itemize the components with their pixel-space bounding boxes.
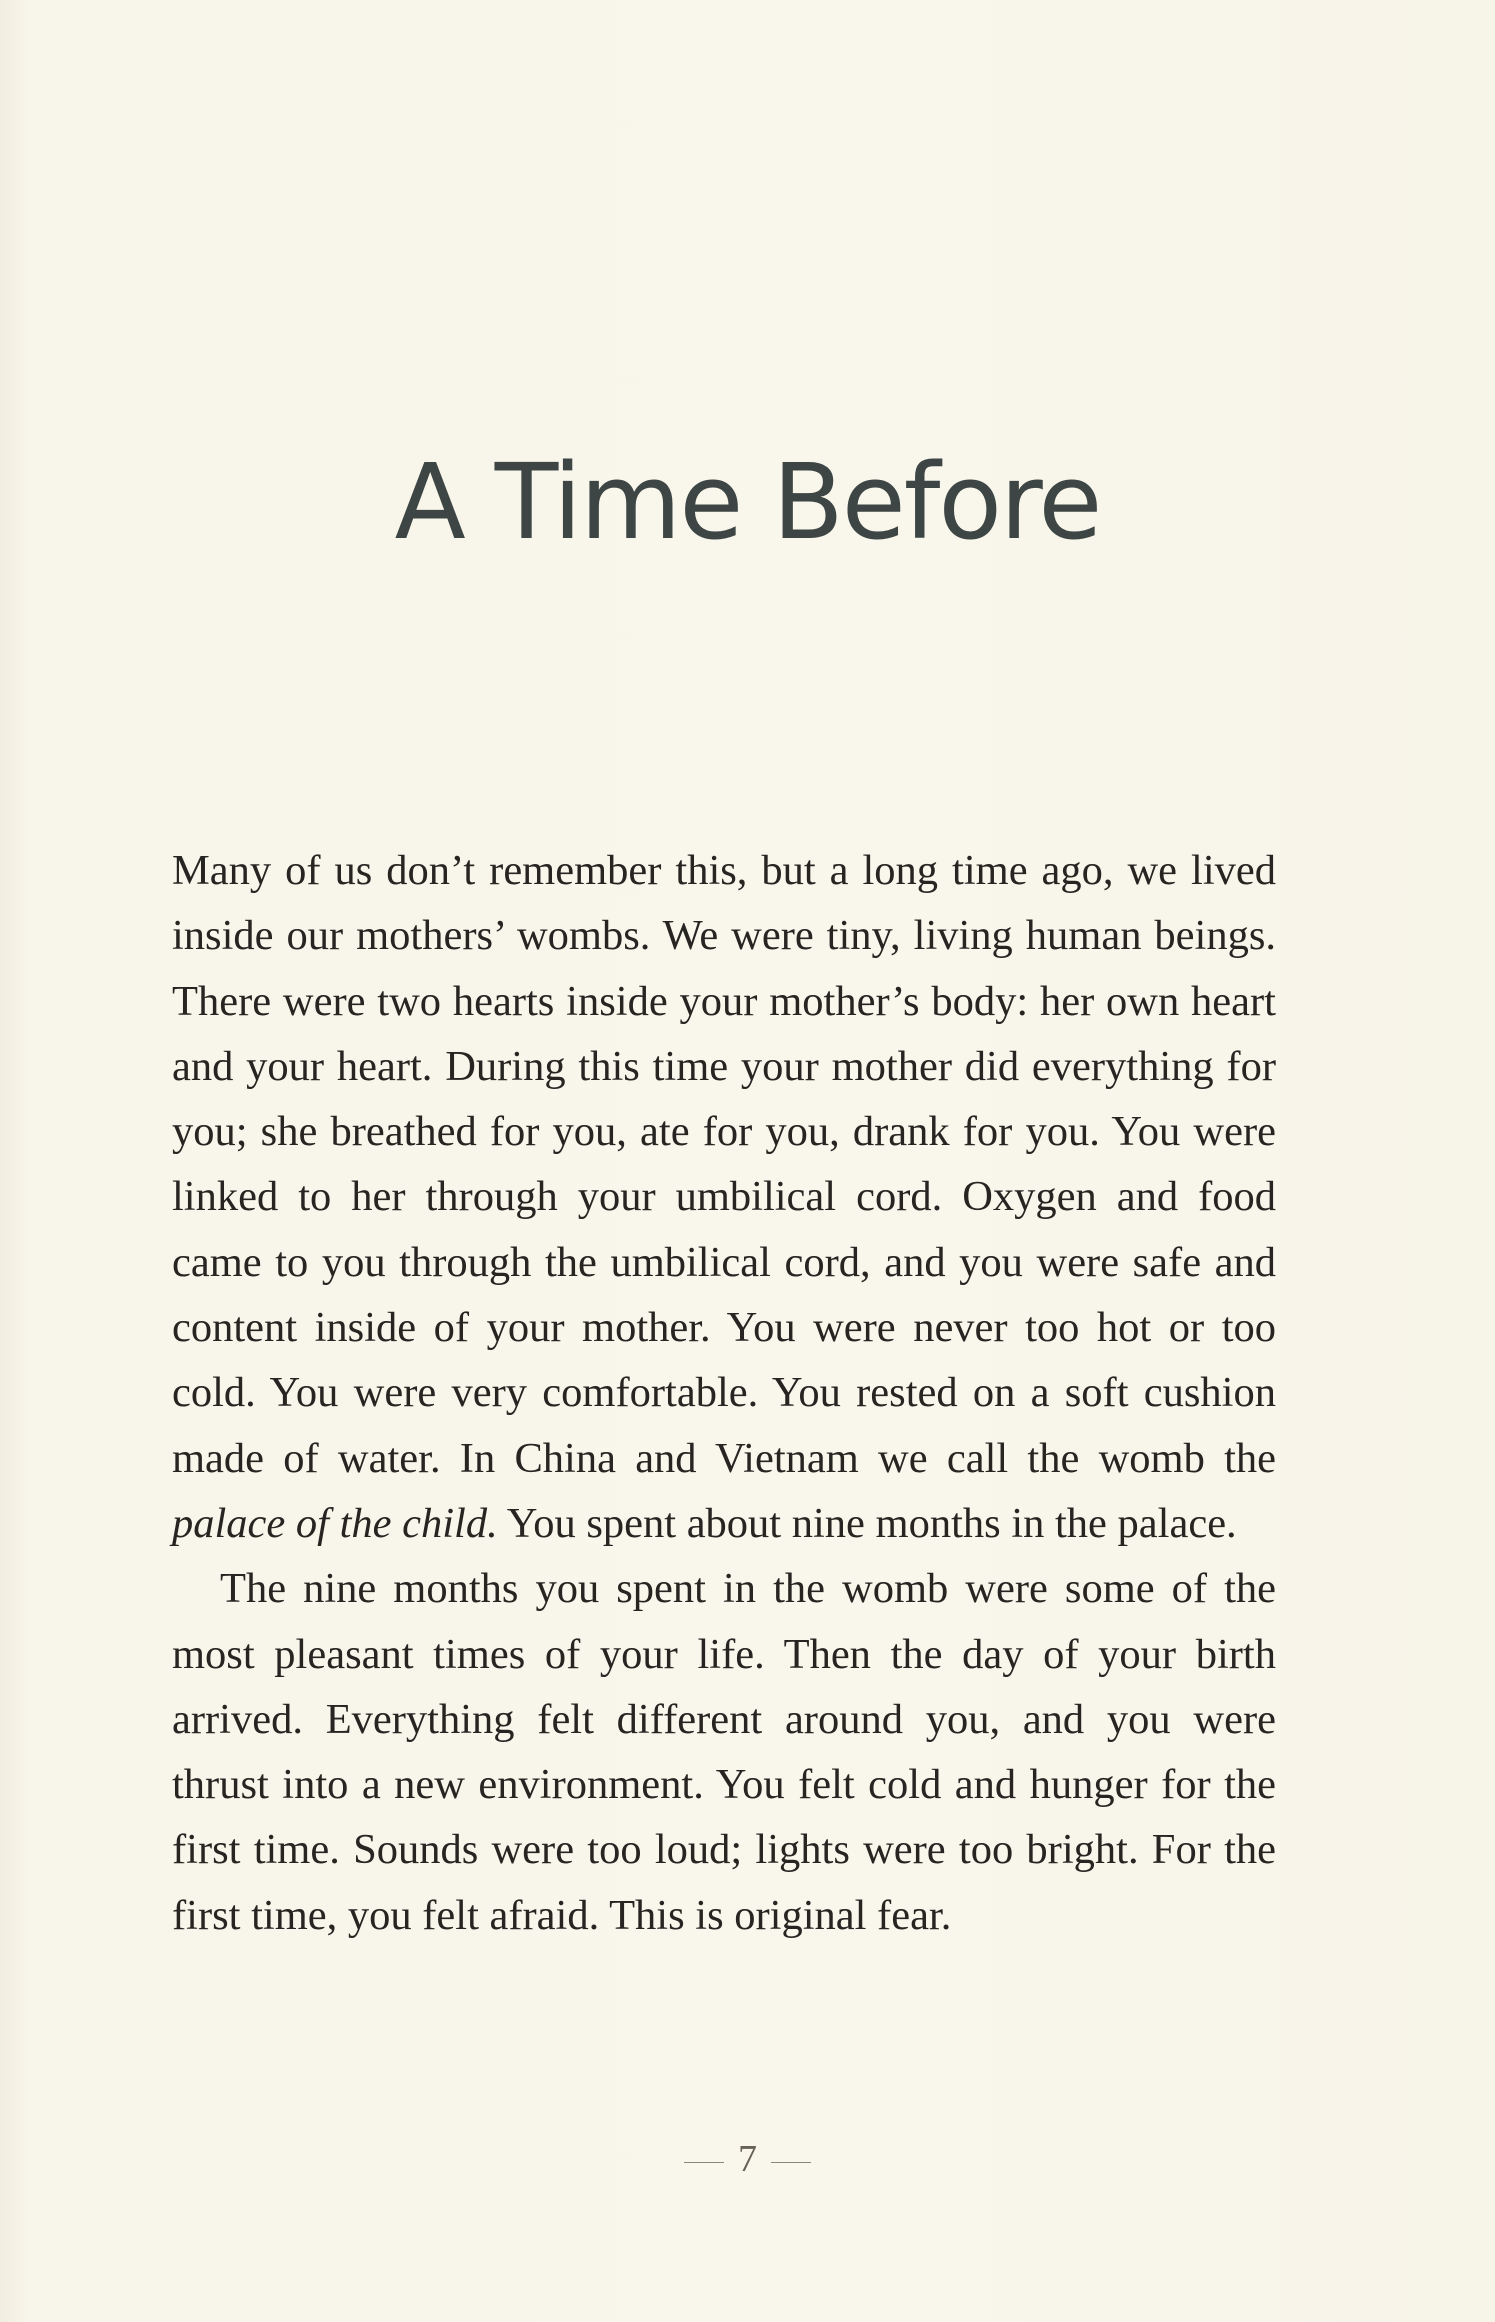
paragraph-1-text-end: You spent about nine months in the palace.	[497, 1499, 1237, 1547]
body-text	[172, 838, 1276, 1948]
chapter-title: A Time Before	[394, 441, 1101, 563]
paragraph-1-italic-phrase: palace of the child.	[172, 1499, 498, 1547]
right-dash	[771, 2162, 811, 2163]
page-number: 7	[738, 2138, 757, 2180]
paragraph-1-text-start: Many of us don’t remember this, but a long time ago, we lived inside our mothers’ wombs. We were tiny, living human beings. There were two hearts inside your mother’s body: her own heart and your heart. During this time your mother did everything for you; she breathed for you, ate for you, drank for you. You were linked to her through your umbilical cord. Oxygen and food came to you through the umbilical cord, and you were safe and content inside of your mother. You were never too hot or too cold. You were very comfortable. You rested on a soft cushion made of water. In China and Vietnam we call the womb the	[172, 847, 1276, 1482]
left-dash	[684, 2162, 724, 2163]
page-footer	[0, 2137, 1495, 2181]
paragraph-1	[172, 838, 1276, 1556]
paragraph-2: The nine months you spent in the womb were some of the most pleasant times of your life. Then the day of your birth arrived. Everything felt different around you, and you were thrust into a new environment. You felt cold and hunger for the first time. Sounds were too loud; lights were too bright. For the first time, you felt afraid. This is original fear.	[172, 1565, 1276, 1939]
